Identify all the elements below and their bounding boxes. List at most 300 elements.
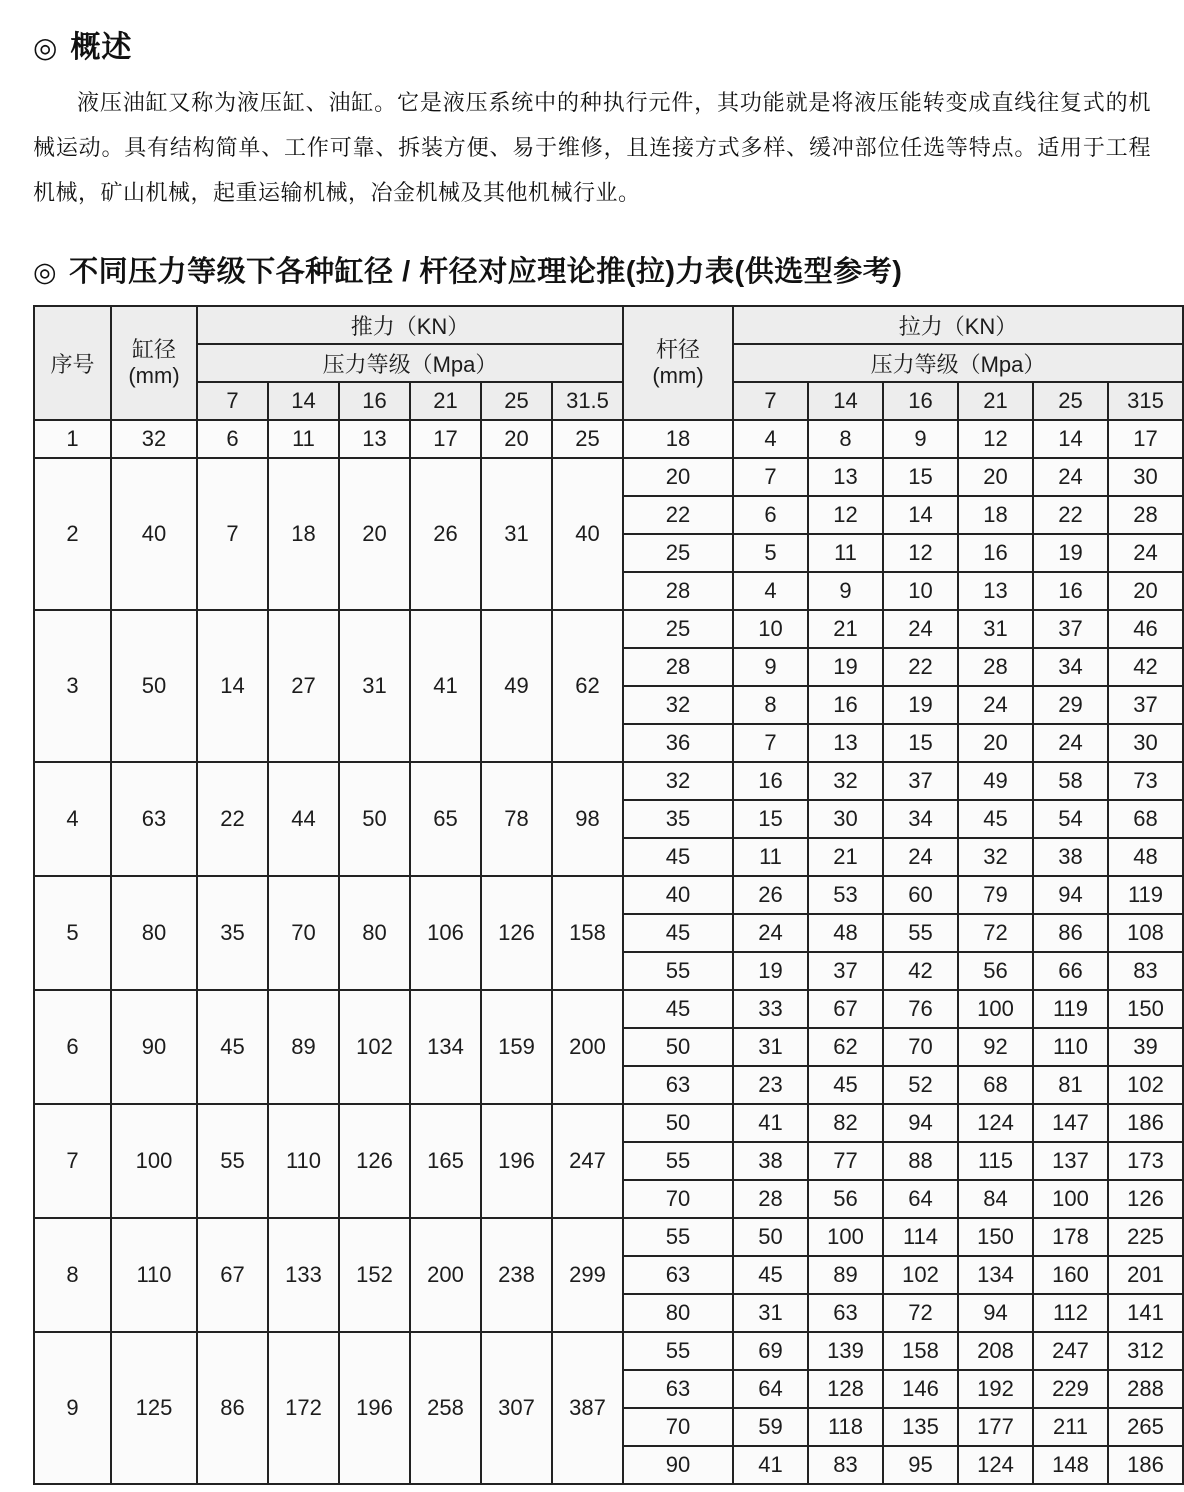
pull-value-cell: 186 — [1108, 1104, 1183, 1142]
rod-dia-cell: 32 — [623, 762, 733, 800]
header-row-3 — [34, 382, 1183, 420]
push-value-cell: 110 — [268, 1104, 339, 1218]
push-value-cell: 67 — [197, 1218, 268, 1332]
rod-dia-cell: 36 — [623, 724, 733, 762]
bore-cell: 32 — [111, 420, 197, 458]
pull-value-cell: 16 — [1033, 572, 1108, 610]
pull-value-cell: 19 — [883, 686, 958, 724]
push-value-cell: 165 — [410, 1104, 481, 1218]
pull-pressure-tick: 16 — [883, 382, 958, 420]
pull-value-cell: 147 — [1033, 1104, 1108, 1142]
push-pressure-tick: 14 — [268, 382, 339, 420]
overview-paragraph: 液压油缸又称为液压缸、油缸。它是液压系统中的种执行元件，其功能就是将液压能转变成直线往复式的机械运动。具有结构简单、工作可靠、拆装方便、易于维修，且连接方式多样、缓冲部位任选等特点。适用于工程机械，矿山机械，起重运输机械，冶金机械及其他机械行业。 — [33, 90, 1151, 205]
rod-dia-cell: 70 — [623, 1408, 733, 1446]
pull-value-cell: 22 — [1033, 496, 1108, 534]
force-table-heading-text: 不同压力等级下各种缸径 / 杆径对应理论推(拉)力表(供选型参考) — [69, 256, 903, 288]
seq-cell: 6 — [34, 990, 111, 1104]
pull-value-cell: 41 — [733, 1446, 808, 1484]
seq-cell: 9 — [34, 1332, 111, 1484]
pull-value-cell: 16 — [958, 534, 1033, 572]
pull-value-cell: 225 — [1108, 1218, 1183, 1256]
table-row — [34, 420, 1183, 458]
push-value-cell: 70 — [268, 876, 339, 990]
pull-value-cell: 16 — [733, 762, 808, 800]
table-row — [34, 1218, 1183, 1256]
pull-value-cell: 173 — [1108, 1142, 1183, 1180]
push-value-cell: 158 — [552, 876, 623, 990]
push-value-cell: 18 — [268, 458, 339, 610]
push-value-cell: 17 — [410, 420, 481, 458]
rod-dia-cell: 50 — [623, 1104, 733, 1142]
pull-value-cell: 9 — [883, 420, 958, 458]
pull-value-cell: 4 — [733, 572, 808, 610]
pull-value-cell: 49 — [958, 762, 1033, 800]
pull-value-cell: 68 — [1108, 800, 1183, 838]
table-row — [34, 610, 1183, 648]
pull-value-cell: 9 — [808, 572, 883, 610]
pull-value-cell: 86 — [1033, 914, 1108, 952]
overview-heading — [33, 22, 1151, 66]
pull-value-cell: 150 — [958, 1218, 1033, 1256]
push-value-cell: 20 — [481, 420, 552, 458]
pull-value-cell: 59 — [733, 1408, 808, 1446]
push-value-cell: 26 — [410, 458, 481, 610]
pull-value-cell: 146 — [883, 1370, 958, 1408]
pull-value-cell: 48 — [1108, 838, 1183, 876]
pull-value-cell: 54 — [1033, 800, 1108, 838]
pull-value-cell: 108 — [1108, 914, 1183, 952]
header-seq: 序号 — [34, 306, 111, 420]
pull-value-cell: 62 — [808, 1028, 883, 1066]
pull-value-cell: 13 — [808, 458, 883, 496]
header-rod-label: 杆径 — [655, 337, 700, 362]
push-value-cell: 299 — [552, 1218, 623, 1332]
push-value-cell: 13 — [339, 420, 410, 458]
pull-value-cell: 69 — [733, 1332, 808, 1370]
table-header — [34, 306, 1183, 420]
pull-value-cell: 45 — [958, 800, 1033, 838]
pull-value-cell: 102 — [1108, 1066, 1183, 1104]
pull-value-cell: 11 — [733, 838, 808, 876]
push-value-cell: 20 — [339, 458, 410, 610]
push-value-cell: 6 — [197, 420, 268, 458]
rod-dia-cell: 32 — [623, 686, 733, 724]
pull-value-cell: 30 — [808, 800, 883, 838]
pull-value-cell: 119 — [1108, 876, 1183, 914]
push-value-cell: 35 — [197, 876, 268, 990]
pull-value-cell: 22 — [883, 648, 958, 686]
pull-value-cell: 20 — [958, 458, 1033, 496]
push-pressure-tick: 7 — [197, 382, 268, 420]
pull-value-cell: 24 — [883, 610, 958, 648]
pull-value-cell: 95 — [883, 1446, 958, 1484]
push-value-cell: 106 — [410, 876, 481, 990]
force-table-heading — [33, 249, 1151, 290]
pull-value-cell: 24 — [1033, 724, 1108, 762]
header-rod — [623, 306, 733, 420]
pull-pressure-tick: 315 — [1108, 382, 1183, 420]
pull-value-cell: 17 — [1108, 420, 1183, 458]
rod-dia-cell: 63 — [623, 1370, 733, 1408]
pull-value-cell: 160 — [1033, 1256, 1108, 1294]
pull-value-cell: 34 — [1033, 648, 1108, 686]
pull-value-cell: 41 — [733, 1104, 808, 1142]
push-value-cell: 196 — [481, 1104, 552, 1218]
header-row-2 — [34, 344, 1183, 382]
push-value-cell: 41 — [410, 610, 481, 762]
pull-value-cell: 115 — [958, 1142, 1033, 1180]
pull-value-cell: 29 — [1033, 686, 1108, 724]
pull-value-cell: 28 — [733, 1180, 808, 1218]
pull-value-cell: 192 — [958, 1370, 1033, 1408]
pull-value-cell: 6 — [733, 496, 808, 534]
push-value-cell: 22 — [197, 762, 268, 876]
table-row — [34, 990, 1183, 1028]
pull-value-cell: 30 — [1108, 458, 1183, 496]
push-value-cell: 27 — [268, 610, 339, 762]
pull-value-cell: 8 — [808, 420, 883, 458]
rod-dia-cell: 20 — [623, 458, 733, 496]
rod-dia-cell: 25 — [623, 534, 733, 572]
pull-value-cell: 23 — [733, 1066, 808, 1104]
pull-value-cell: 229 — [1033, 1370, 1108, 1408]
pull-value-cell: 64 — [733, 1370, 808, 1408]
pull-value-cell: 33 — [733, 990, 808, 1028]
push-value-cell: 25 — [552, 420, 623, 458]
push-value-cell: 159 — [481, 990, 552, 1104]
rod-dia-cell: 28 — [623, 572, 733, 610]
overview-heading-text: 概述 — [70, 31, 133, 64]
push-value-cell: 86 — [197, 1332, 268, 1484]
pull-value-cell: 16 — [808, 686, 883, 724]
pull-value-cell: 4 — [733, 420, 808, 458]
pull-value-cell: 53 — [808, 876, 883, 914]
pull-value-cell: 100 — [808, 1218, 883, 1256]
pull-pressure-tick: 25 — [1033, 382, 1108, 420]
rod-dia-cell: 50 — [623, 1028, 733, 1066]
table-row — [34, 1332, 1183, 1370]
pull-value-cell: 110 — [1033, 1028, 1108, 1066]
pull-value-cell: 31 — [958, 610, 1033, 648]
pull-value-cell: 114 — [883, 1218, 958, 1256]
pull-value-cell: 66 — [1033, 952, 1108, 990]
pull-value-cell: 32 — [958, 838, 1033, 876]
rod-dia-cell: 45 — [623, 914, 733, 952]
push-value-cell: 387 — [552, 1332, 623, 1484]
pull-value-cell: 77 — [808, 1142, 883, 1180]
pull-value-cell: 119 — [1033, 990, 1108, 1028]
pull-value-cell: 19 — [808, 648, 883, 686]
bore-cell: 100 — [111, 1104, 197, 1218]
seq-cell: 1 — [34, 420, 111, 458]
pull-value-cell: 52 — [883, 1066, 958, 1104]
pull-value-cell: 94 — [1033, 876, 1108, 914]
pull-value-cell: 12 — [883, 534, 958, 572]
push-value-cell: 134 — [410, 990, 481, 1104]
pull-value-cell: 26 — [733, 876, 808, 914]
pull-value-cell: 150 — [1108, 990, 1183, 1028]
pull-value-cell: 24 — [1033, 458, 1108, 496]
push-value-cell: 238 — [481, 1218, 552, 1332]
header-push-force: 推力（KN） — [197, 306, 623, 344]
pull-value-cell: 9 — [733, 648, 808, 686]
push-value-cell: 172 — [268, 1332, 339, 1484]
rod-dia-cell: 22 — [623, 496, 733, 534]
pull-value-cell: 15 — [883, 724, 958, 762]
pull-value-cell: 37 — [1108, 686, 1183, 724]
push-value-cell: 80 — [339, 876, 410, 990]
pull-value-cell: 28 — [958, 648, 1033, 686]
pull-value-cell: 32 — [808, 762, 883, 800]
pull-value-cell: 81 — [1033, 1066, 1108, 1104]
push-value-cell: 31 — [339, 610, 410, 762]
pull-value-cell: 21 — [808, 610, 883, 648]
pull-value-cell: 312 — [1108, 1332, 1183, 1370]
pull-value-cell: 177 — [958, 1408, 1033, 1446]
table-row — [34, 762, 1183, 800]
pull-value-cell: 42 — [1108, 648, 1183, 686]
pull-value-cell: 141 — [1108, 1294, 1183, 1332]
pull-value-cell: 124 — [958, 1446, 1033, 1484]
pull-value-cell: 5 — [733, 534, 808, 572]
pull-value-cell: 118 — [808, 1408, 883, 1446]
pull-value-cell: 158 — [883, 1332, 958, 1370]
push-value-cell: 14 — [197, 610, 268, 762]
bore-cell: 80 — [111, 876, 197, 990]
rod-dia-cell: 90 — [623, 1446, 733, 1484]
pull-value-cell: 48 — [808, 914, 883, 952]
pull-value-cell: 42 — [883, 952, 958, 990]
bore-cell: 90 — [111, 990, 197, 1104]
push-value-cell: 89 — [268, 990, 339, 1104]
pull-pressure-tick: 14 — [808, 382, 883, 420]
pull-value-cell: 112 — [1033, 1294, 1108, 1332]
push-value-cell: 152 — [339, 1218, 410, 1332]
pull-value-cell: 31 — [733, 1028, 808, 1066]
pull-value-cell: 208 — [958, 1332, 1033, 1370]
pull-value-cell: 50 — [733, 1218, 808, 1256]
pull-value-cell: 24 — [1108, 534, 1183, 572]
push-value-cell: 307 — [481, 1332, 552, 1484]
pull-value-cell: 247 — [1033, 1332, 1108, 1370]
pull-value-cell: 128 — [808, 1370, 883, 1408]
push-value-cell: 55 — [197, 1104, 268, 1218]
pull-value-cell: 64 — [883, 1180, 958, 1218]
pull-value-cell: 38 — [1033, 838, 1108, 876]
push-pressure-tick: 21 — [410, 382, 481, 420]
pull-value-cell: 63 — [808, 1294, 883, 1332]
push-value-cell: 98 — [552, 762, 623, 876]
pull-value-cell: 211 — [1033, 1408, 1108, 1446]
pull-value-cell: 10 — [883, 572, 958, 610]
rod-dia-cell: 55 — [623, 1218, 733, 1256]
rod-dia-cell: 45 — [623, 838, 733, 876]
header-rod-unit: (mm) — [652, 363, 704, 388]
pull-value-cell: 288 — [1108, 1370, 1183, 1408]
table-row — [34, 1104, 1183, 1142]
push-value-cell: 196 — [339, 1332, 410, 1484]
pull-value-cell: 265 — [1108, 1408, 1183, 1446]
pull-value-cell: 12 — [958, 420, 1033, 458]
rod-dia-cell: 25 — [623, 610, 733, 648]
rod-dia-cell: 63 — [623, 1256, 733, 1294]
bore-cell: 50 — [111, 610, 197, 762]
pull-value-cell: 7 — [733, 458, 808, 496]
pull-value-cell: 24 — [883, 838, 958, 876]
pull-value-cell: 72 — [883, 1294, 958, 1332]
pull-value-cell: 72 — [958, 914, 1033, 952]
pull-value-cell: 13 — [808, 724, 883, 762]
pull-value-cell: 89 — [808, 1256, 883, 1294]
push-value-cell: 126 — [481, 876, 552, 990]
pull-value-cell: 7 — [733, 724, 808, 762]
pull-pressure-tick: 7 — [733, 382, 808, 420]
pull-value-cell: 45 — [733, 1256, 808, 1294]
pull-value-cell: 68 — [958, 1066, 1033, 1104]
pull-value-cell: 24 — [733, 914, 808, 952]
pull-value-cell: 67 — [808, 990, 883, 1028]
table-row — [34, 458, 1183, 496]
push-value-cell: 40 — [552, 458, 623, 610]
pull-value-cell: 37 — [808, 952, 883, 990]
pull-value-cell: 13 — [958, 572, 1033, 610]
push-value-cell: 78 — [481, 762, 552, 876]
rod-dia-cell: 28 — [623, 648, 733, 686]
pull-value-cell: 30 — [1108, 724, 1183, 762]
pull-value-cell: 79 — [958, 876, 1033, 914]
rod-dia-cell: 55 — [623, 1332, 733, 1370]
pull-value-cell: 134 — [958, 1256, 1033, 1294]
pull-value-cell: 24 — [958, 686, 1033, 724]
pull-value-cell: 84 — [958, 1180, 1033, 1218]
pull-value-cell: 45 — [808, 1066, 883, 1104]
pull-value-cell: 201 — [1108, 1256, 1183, 1294]
seq-cell: 4 — [34, 762, 111, 876]
seq-cell: 2 — [34, 458, 111, 610]
pull-value-cell: 37 — [1033, 610, 1108, 648]
pull-value-cell: 37 — [883, 762, 958, 800]
table-row — [34, 876, 1183, 914]
pull-value-cell: 178 — [1033, 1218, 1108, 1256]
pull-value-cell: 21 — [808, 838, 883, 876]
rod-dia-cell: 80 — [623, 1294, 733, 1332]
rod-dia-cell: 70 — [623, 1180, 733, 1218]
seq-cell: 8 — [34, 1218, 111, 1332]
pull-value-cell: 56 — [958, 952, 1033, 990]
rod-dia-cell: 45 — [623, 990, 733, 1028]
pull-value-cell: 56 — [808, 1180, 883, 1218]
pull-value-cell: 38 — [733, 1142, 808, 1180]
table-body — [34, 420, 1183, 1484]
pull-value-cell: 76 — [883, 990, 958, 1028]
pull-value-cell: 100 — [1033, 1180, 1108, 1218]
header-pull-pressure-level: 压力等级（Mpa） — [733, 344, 1183, 382]
pull-value-cell: 70 — [883, 1028, 958, 1066]
rod-dia-cell: 63 — [623, 1066, 733, 1104]
seq-cell: 3 — [34, 610, 111, 762]
push-value-cell: 62 — [552, 610, 623, 762]
pull-value-cell: 14 — [1033, 420, 1108, 458]
pull-value-cell: 73 — [1108, 762, 1183, 800]
push-value-cell: 102 — [339, 990, 410, 1104]
pull-value-cell: 12 — [808, 496, 883, 534]
pull-value-cell: 31 — [733, 1294, 808, 1332]
push-pressure-tick: 25 — [481, 382, 552, 420]
pull-value-cell: 55 — [883, 914, 958, 952]
push-value-cell: 258 — [410, 1332, 481, 1484]
pull-value-cell: 14 — [883, 496, 958, 534]
seq-cell: 5 — [34, 876, 111, 990]
pull-value-cell: 10 — [733, 610, 808, 648]
header-bore-label: 缸径 — [131, 337, 176, 362]
pull-value-cell: 135 — [883, 1408, 958, 1446]
pull-value-cell: 58 — [1033, 762, 1108, 800]
pull-value-cell: 137 — [1033, 1142, 1108, 1180]
push-value-cell: 50 — [339, 762, 410, 876]
push-value-cell: 49 — [481, 610, 552, 762]
push-value-cell: 133 — [268, 1218, 339, 1332]
push-pressure-tick: 16 — [339, 382, 410, 420]
rod-dia-cell: 55 — [623, 1142, 733, 1180]
pull-value-cell: 83 — [1108, 952, 1183, 990]
bore-cell: 40 — [111, 458, 197, 610]
pull-value-cell: 34 — [883, 800, 958, 838]
push-value-cell: 31 — [481, 458, 552, 610]
force-table — [33, 305, 1184, 1485]
push-value-cell: 7 — [197, 458, 268, 610]
pull-value-cell: 39 — [1108, 1028, 1183, 1066]
pull-value-cell: 82 — [808, 1104, 883, 1142]
pull-pressure-tick: 21 — [958, 382, 1033, 420]
pull-value-cell: 124 — [958, 1104, 1033, 1142]
pull-value-cell: 19 — [1033, 534, 1108, 572]
pull-value-cell: 15 — [733, 800, 808, 838]
pull-value-cell: 8 — [733, 686, 808, 724]
pull-value-cell: 15 — [883, 458, 958, 496]
push-value-cell: 126 — [339, 1104, 410, 1218]
pull-value-cell: 19 — [733, 952, 808, 990]
header-bore — [111, 306, 197, 420]
header-row-1 — [34, 306, 1183, 344]
rod-dia-cell: 35 — [623, 800, 733, 838]
pull-value-cell: 92 — [958, 1028, 1033, 1066]
pull-value-cell: 18 — [958, 496, 1033, 534]
seq-cell: 7 — [34, 1104, 111, 1218]
pull-value-cell: 94 — [958, 1294, 1033, 1332]
pull-value-cell: 126 — [1108, 1180, 1183, 1218]
push-pressure-tick: 31.5 — [552, 382, 623, 420]
push-value-cell: 200 — [410, 1218, 481, 1332]
header-pull-force: 拉力（KN） — [733, 306, 1183, 344]
header-push-pressure-level: 压力等级（Mpa） — [197, 344, 623, 382]
pull-value-cell: 102 — [883, 1256, 958, 1294]
pull-value-cell: 60 — [883, 876, 958, 914]
header-bore-unit: (mm) — [128, 363, 180, 388]
bullseye-icon: ◎ — [33, 32, 59, 63]
push-value-cell: 45 — [197, 990, 268, 1104]
push-value-cell: 44 — [268, 762, 339, 876]
pull-value-cell: 139 — [808, 1332, 883, 1370]
pull-value-cell: 11 — [808, 534, 883, 572]
pull-value-cell: 46 — [1108, 610, 1183, 648]
pull-value-cell: 83 — [808, 1446, 883, 1484]
push-value-cell: 65 — [410, 762, 481, 876]
push-value-cell: 11 — [268, 420, 339, 458]
bore-cell: 110 — [111, 1218, 197, 1332]
pull-value-cell: 88 — [883, 1142, 958, 1180]
pull-value-cell: 186 — [1108, 1446, 1183, 1484]
bore-cell: 125 — [111, 1332, 197, 1484]
